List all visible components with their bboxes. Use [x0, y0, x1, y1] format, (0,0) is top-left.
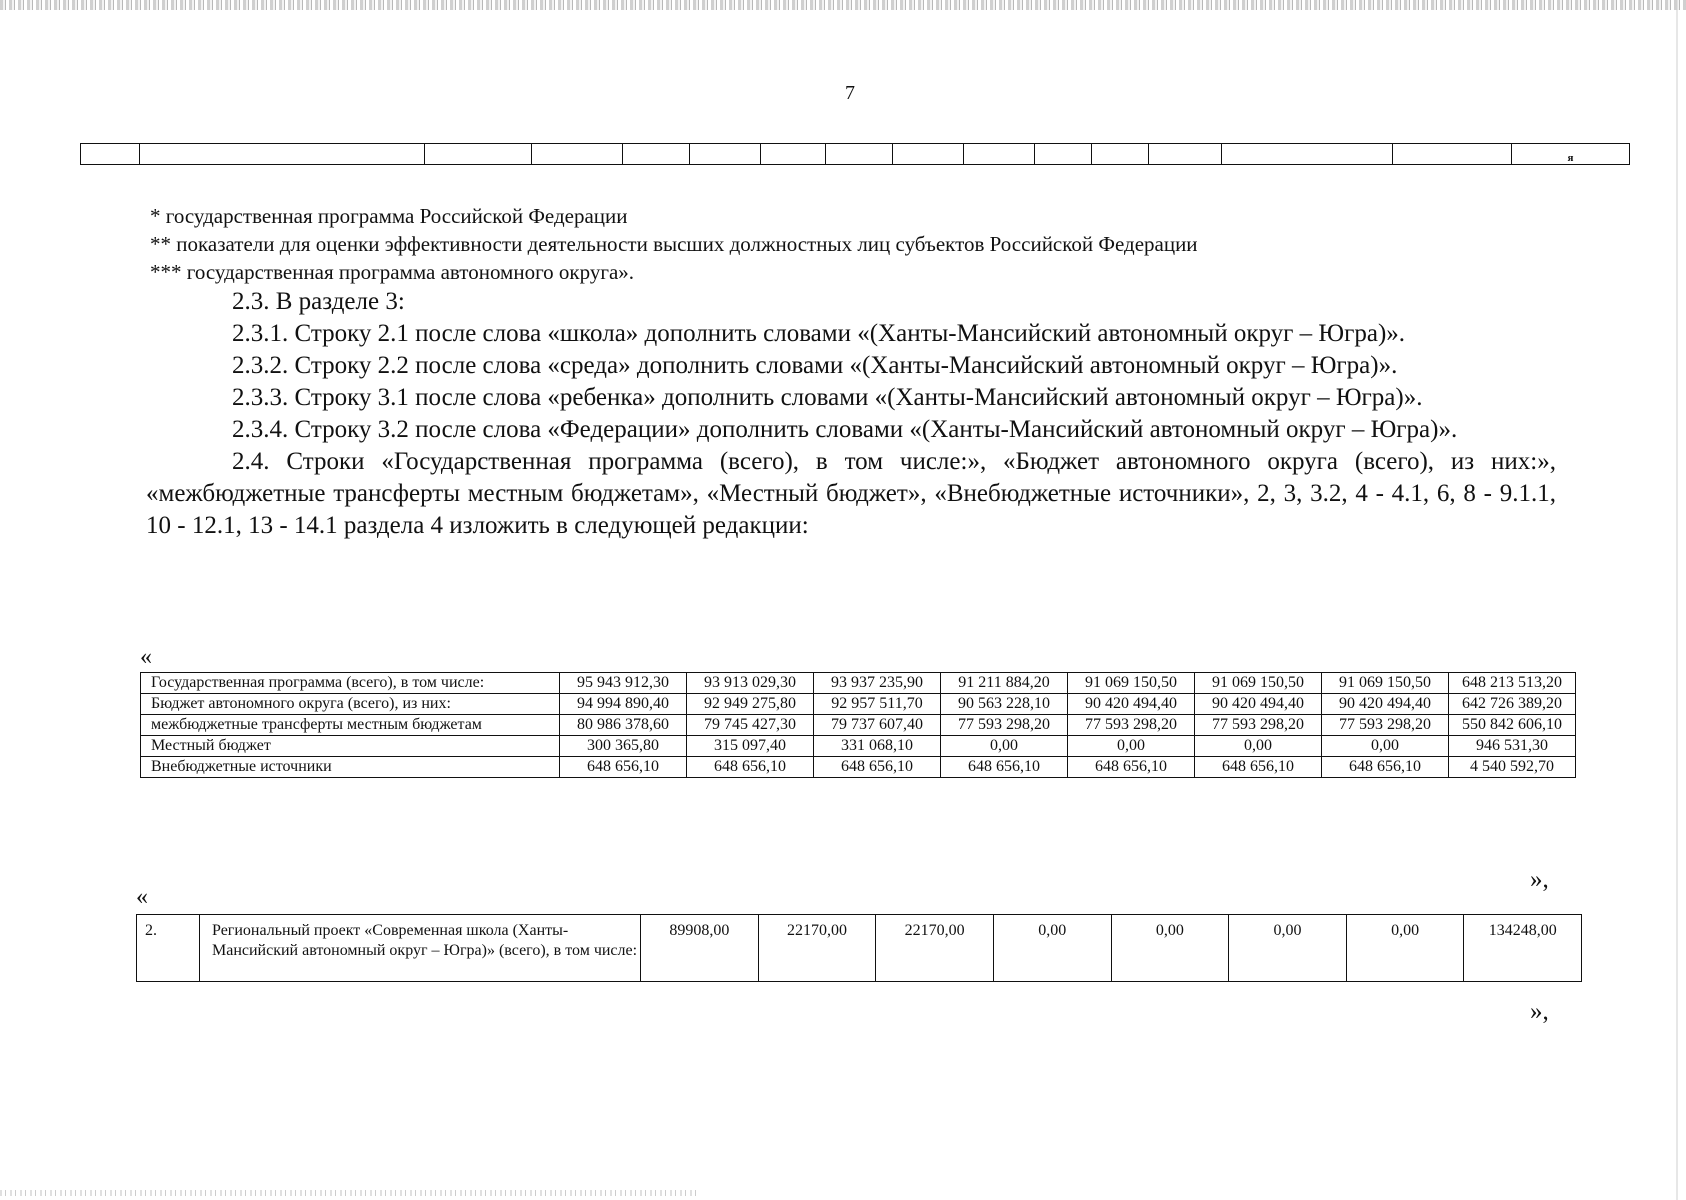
- continued-table-row: [80, 143, 1630, 165]
- footnote-2: ** показатели для оценки эффективности деятельности высших должностных лиц субъектов Российской Федерации: [150, 232, 1198, 256]
- row-label: Государственная программа (всего), в том числе:: [141, 673, 560, 694]
- table-cell: 91 069 150,50: [1068, 673, 1195, 694]
- table-cell: 0,00: [1068, 736, 1195, 757]
- table-cell: 90 420 494,40: [1068, 694, 1195, 715]
- table-cell: 648 656,10: [1195, 757, 1322, 778]
- table-cell: 90 563 228,10: [941, 694, 1068, 715]
- table-cell: 134248,00: [1464, 915, 1582, 982]
- table-cell: 77 593 298,20: [1068, 715, 1195, 736]
- table-cell: 94 994 890,40: [560, 694, 687, 715]
- table-cell: 91 069 150,50: [1195, 673, 1322, 694]
- table-row: [141, 694, 1576, 715]
- table-cell: 648 213 513,20: [1449, 673, 1576, 694]
- paragraph-2-3-2: 2.3.2. Строку 2.2 после слова «среда» дополнить словами «(Ханты-Мансийский автономный округ – Югра)».: [232, 352, 1398, 379]
- scan-edge-bottom: [0, 1190, 700, 1196]
- scan-edge-top: [0, 0, 1686, 10]
- table-cell: 22170,00: [758, 915, 876, 982]
- table-cell: 0,00: [1111, 915, 1229, 982]
- table-cell: 77 593 298,20: [941, 715, 1068, 736]
- quote-open-1: «: [140, 644, 152, 670]
- table-cell: 946 531,30: [1449, 736, 1576, 757]
- row-label: Внебюджетные источники: [141, 757, 560, 778]
- table-cell: 642 726 389,20: [1449, 694, 1576, 715]
- row-label: Региональный проект «Современная школа (Ханты-Мансийский автономный округ – Югра)» (всего), в том числе:: [200, 915, 641, 982]
- quote-close-1: »,: [1530, 866, 1549, 893]
- table-cell: 0,00: [993, 915, 1111, 982]
- row-label: Бюджет автономного округа (всего), из них:: [141, 694, 560, 715]
- scan-edge-right: [1676, 0, 1678, 1200]
- page-number: 7: [845, 82, 855, 104]
- table-cell: 0,00: [1229, 915, 1347, 982]
- table-row: [141, 757, 1576, 778]
- paragraph-2-4: 2.4. Строки «Государственная программа (всего), в том числе:», «Бюджет автономного округа (всего), из них:», «межбюджетные трансферты местным бюджетам», «Местный бюджет», «Внебюджетные источники», 2, 3, 3.2, 4 - 4.1, 6, 8 - 9.1.1, 10 - 12.1, 13 - 14.1 раздела 4 изложить в следующей редакции:: [146, 448, 1556, 539]
- table-cell: 0,00: [1322, 736, 1449, 757]
- table-cell: 648 656,10: [941, 757, 1068, 778]
- table-row: [141, 736, 1576, 757]
- table-cell: 648 656,10: [1322, 757, 1449, 778]
- table-cell: 648 656,10: [687, 757, 814, 778]
- table-cell: 95 943 912,30: [560, 673, 687, 694]
- row-number: 2.: [137, 915, 200, 982]
- table-cell: 77 593 298,20: [1195, 715, 1322, 736]
- table-cell: 80 986 378,60: [560, 715, 687, 736]
- footnotes: [150, 202, 1550, 286]
- table-cell: 79 737 607,40: [814, 715, 941, 736]
- paragraph-2-3-3: 2.3.3. Строку 3.1 после слова «ребенка» дополнить словами «(Ханты-Мансийский автономный округ – Югра)».: [232, 384, 1423, 411]
- table-cell: 89908,00: [641, 915, 759, 982]
- table-cell: 648 656,10: [560, 757, 687, 778]
- table-cell: 91 211 884,20: [941, 673, 1068, 694]
- row-label: Местный бюджет: [141, 736, 560, 757]
- row-label: межбюджетные трансферты местным бюджетам: [141, 715, 560, 736]
- table-cell: 91 069 150,50: [1322, 673, 1449, 694]
- table-row: [141, 715, 1576, 736]
- table-cell: 93 913 029,30: [687, 673, 814, 694]
- table-cell: 0,00: [941, 736, 1068, 757]
- table-cell: 77 593 298,20: [1322, 715, 1449, 736]
- table-cell: 92 957 511,70: [814, 694, 941, 715]
- table-cell: 300 365,80: [560, 736, 687, 757]
- table-cell: 22170,00: [876, 915, 994, 982]
- project-table: [136, 914, 1582, 982]
- table-cell: 92 949 275,80: [687, 694, 814, 715]
- paragraph-2-3: 2.3. В разделе 3:: [232, 288, 405, 315]
- quote-open-2: «: [136, 884, 148, 910]
- footnote-3: *** государственная программа автономного округа».: [150, 260, 635, 284]
- table-cell: 0,00: [1346, 915, 1464, 982]
- quote-close-2: »,: [1530, 998, 1549, 1025]
- table-cell: 4 540 592,70: [1449, 757, 1576, 778]
- table-cell: 90 420 494,40: [1322, 694, 1449, 715]
- paragraph-2-3-4: 2.3.4. Строку 3.2 после слова «Федерации» дополнить словами «(Ханты-Мансийский автономный округ – Югра)».: [232, 416, 1458, 443]
- table-cell: 90 420 494,40: [1195, 694, 1322, 715]
- paragraph-2-3-1: 2.3.1. Строку 2.1 после слова «школа» дополнить словами «(Ханты-Мансийский автономный округ – Югра)».: [232, 320, 1406, 347]
- table-row: [137, 915, 1582, 982]
- amendment-text: [146, 286, 1556, 542]
- table-cell: 93 937 235,90: [814, 673, 941, 694]
- table-cell: 550 842 606,10: [1449, 715, 1576, 736]
- table-cell: 315 097,40: [687, 736, 814, 757]
- table-cell-last: я: [1512, 144, 1630, 165]
- table-cell: 79 745 427,30: [687, 715, 814, 736]
- table-cell: 648 656,10: [814, 757, 941, 778]
- table-row: [141, 673, 1576, 694]
- footnote-1: * государственная программа Российской Федерации: [150, 204, 628, 228]
- table-cell: 648 656,10: [1068, 757, 1195, 778]
- table-cell: 331 068,10: [814, 736, 941, 757]
- finance-table: [140, 672, 1576, 778]
- table-cell: 0,00: [1195, 736, 1322, 757]
